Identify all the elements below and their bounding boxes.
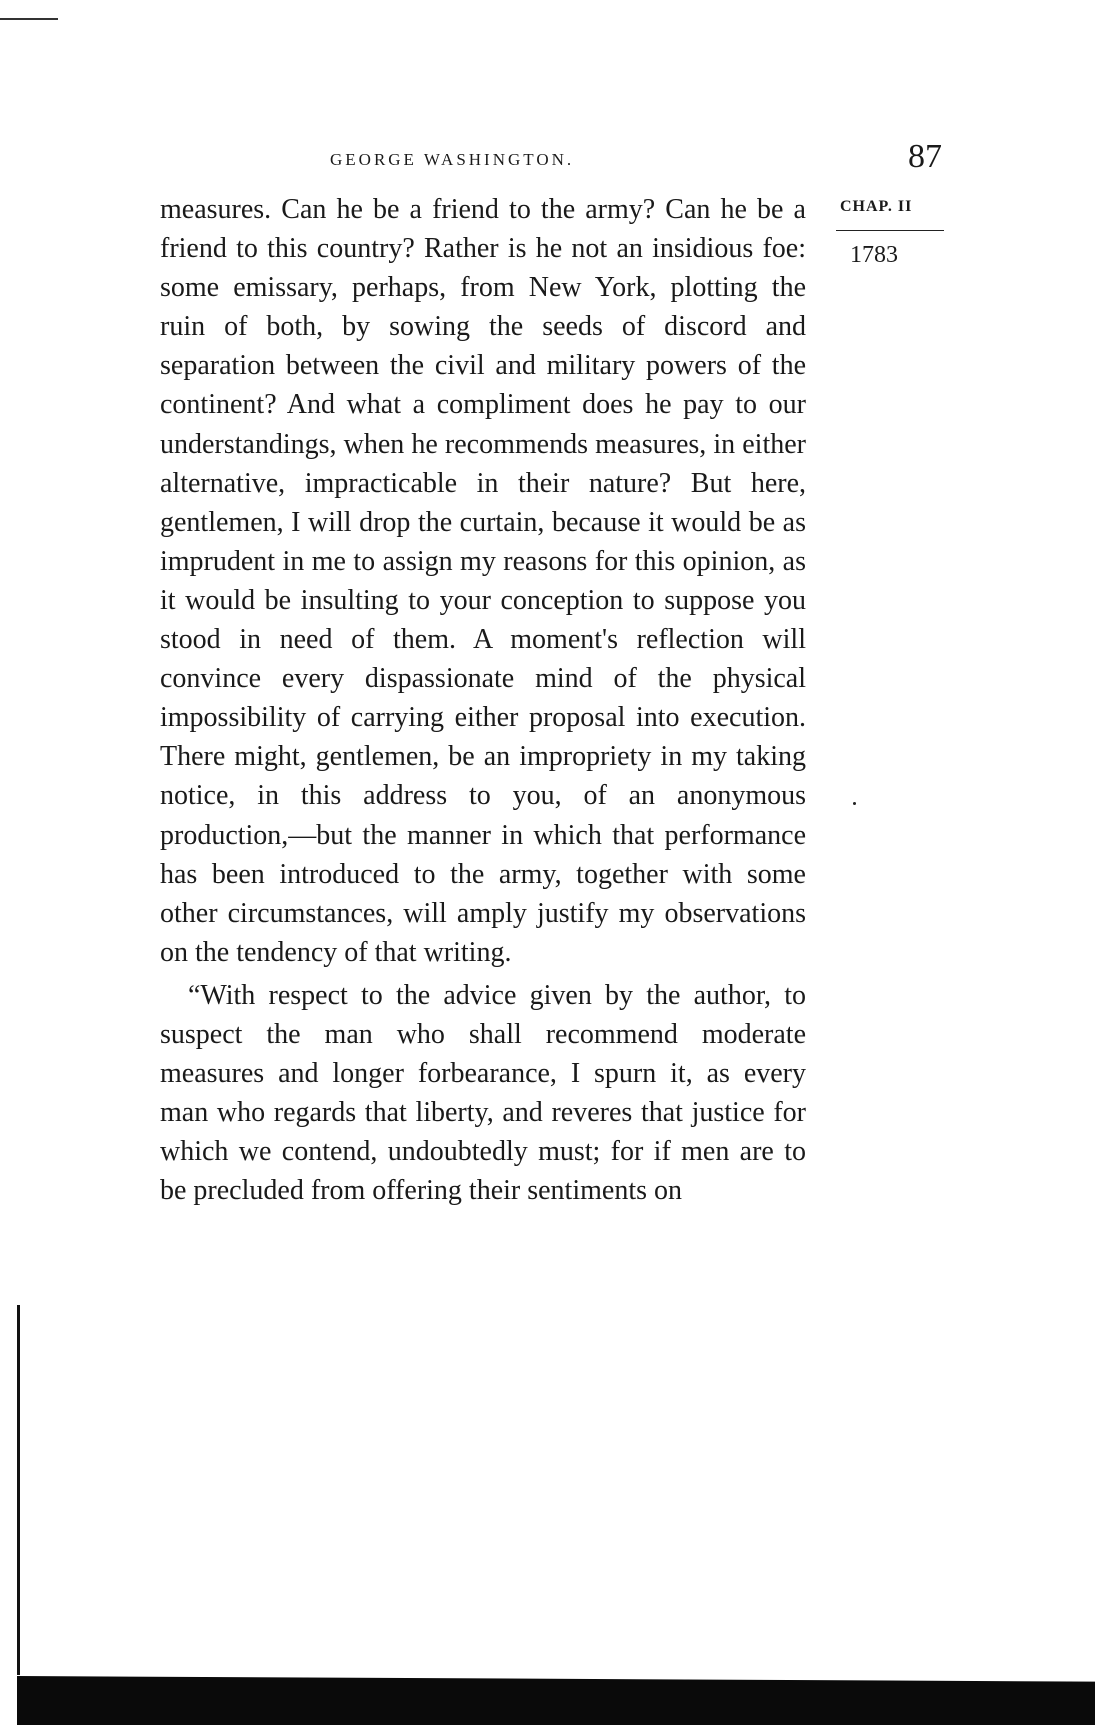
scan-left-edge [17,1305,20,1675]
margin-year-note: 1783 [850,242,898,268]
scan-bottom-edge [17,1655,1095,1725]
running-head: GEORGE WASHINGTON. [330,150,575,169]
margin-chapter-note: CHAP. II [840,198,913,215]
page-number: 87 [908,138,942,175]
body-text [160,190,806,1210]
top-edge-rule [0,18,58,20]
paragraph-2: “With respect to the advice given by the author, to suspect the man who shall recommend moderate measures and longer forbearance, I spurn it, as every man who regards that liberty, and reveres that justice for which we contend, undoubtedly must; for if men are to be precluded from offering their sentiments on [160,979,806,1207]
margin-divider [836,230,944,231]
scan-speck [853,802,856,805]
paragraph-1: measures. Can he be a friend to the army? Can he be a friend to this country? Rather is he not an insidious foe: some emissary, perhaps, from New York, plotting the ruin of both, by sowing the seeds of discord and separation between the civil and military powers of the continent? And what a compliment does he pay to our understandings, when he recommends measures, in either alternative, impracticable in their nature? But here, gentlemen, I will drop the curtain, because it would be as imprudent in me to assign my reasons for this opinion, as it would be insulting to your conception to suppose you stood in need of them. A moment's reflection will convince every dispassionate mind of the physical impossibility of carrying either proposal into execution. There might, gentlemen, be an impropriety in my taking notice, in this address to you, of an anonymous production,—but the manner in which that performance has been introduced to the army, together with some other circumstances, will amply justify my observations on the tendency of that writing. [160,194,806,968]
